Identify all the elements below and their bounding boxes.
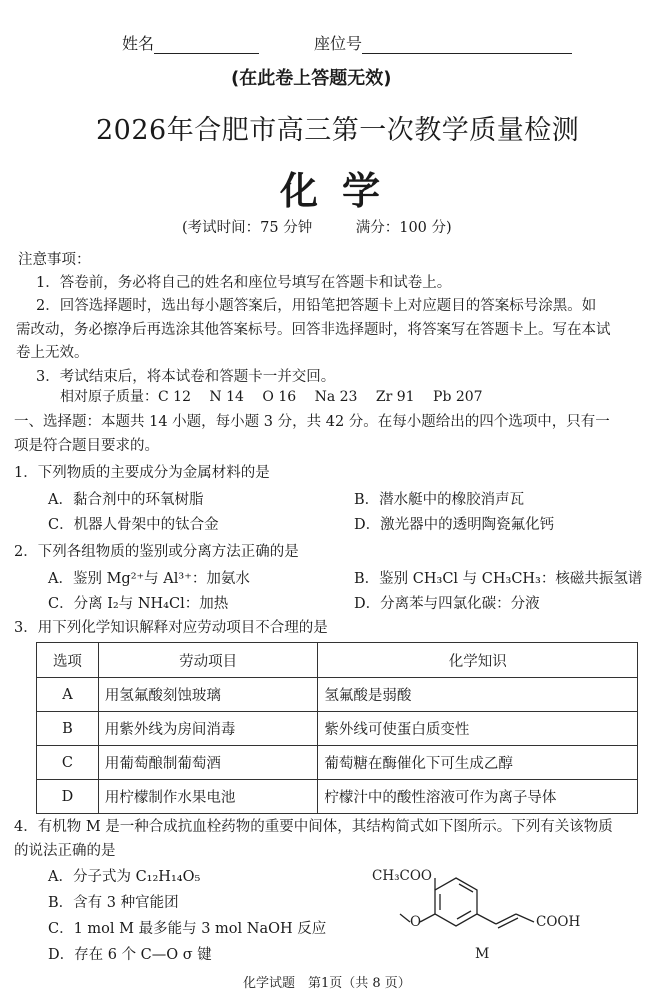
table-cell: 氢氟酸是弱酸 — [318, 678, 638, 712]
table-cell: 用柠檬制作水果电池 — [98, 780, 318, 814]
q2-option-c: C．分离 I₂与 NH₄Cl：加热 — [48, 596, 229, 612]
q1-stem: 1．下列物质的主要成分为金属材料的是 — [14, 465, 270, 481]
q4-option-a: A．分子式为 C₁₂H₁₄O₅ — [48, 869, 201, 885]
section1-line1: 一、选择题：本题共 14 小题，每小题 3 分，共 42 分。在每小题给出的四个选项中，只有一 — [14, 414, 610, 430]
exam-info: (考试时间：75 分钟 满分：100 分) — [182, 220, 452, 236]
subject-title: 化学 — [280, 169, 405, 213]
table-cell: B — [37, 712, 99, 746]
q4-option-d: D．存在 6 个 C—O σ 键 — [48, 947, 212, 963]
q1-option-c: C．机器人骨架中的钛合金 — [48, 517, 219, 533]
q3-stem: 3．用下列化学知识解释对应劳动项目不合理的是 — [14, 620, 328, 636]
q2-option-b: B．鉴别 CH₃Cl 与 CH₃CH₃：核磁共振氢谱 — [354, 571, 643, 587]
name-blank — [154, 37, 259, 54]
table-header-cell: 选项 — [37, 643, 99, 678]
table-cell: 用葡萄酿制葡萄酒 — [98, 746, 318, 780]
q3-table — [36, 642, 638, 814]
seat-field — [314, 34, 572, 54]
table-header-cell: 劳动项目 — [98, 643, 318, 678]
table-cell: A — [37, 678, 99, 712]
table-cell: 用氢氟酸刻蚀玻璃 — [98, 678, 318, 712]
q4-stem-line2: 的说法正确的是 — [14, 843, 116, 859]
q1-option-d: D．激光器中的透明陶瓷氟化钙 — [354, 517, 555, 533]
q1-option-a: A．黏合剂中的环氧树脂 — [48, 492, 204, 508]
table-cell: 柠檬汁中的酸性溶液可作为离子导体 — [318, 780, 638, 814]
atomic-masses: 相对原子质量：C 12 N 14 O 16 Na 23 Zr 91 Pb 207 — [60, 389, 483, 405]
q4-stem-line1: 4．有机物 M 是一种合成抗血栓药物的重要中间体，其结构简式如下图所示。下列有关该物质 — [14, 819, 613, 835]
table-row — [37, 712, 638, 746]
seat-label: 座位号 — [314, 34, 363, 53]
note-item-2-line2: 需改动，务必擦净后再选涂其他答案标号。回答非选择题时，将答案写在答题卡上。写在本试 — [16, 322, 611, 338]
note-item-3: 3．考试结束后，将本试卷和答题卡一并交回。 — [36, 369, 336, 385]
notes-heading: 注意事项： — [18, 252, 91, 268]
table-cell: D — [37, 780, 99, 814]
q2-stem: 2．下列各组物质的鉴别或分离方法正确的是 — [14, 544, 299, 560]
page-footer: 化学试题 第1页（共 8 页） — [243, 976, 411, 991]
name-label: 姓名 — [122, 34, 155, 53]
table-row — [37, 678, 638, 712]
table-cell: 用紫外线为房间消毒 — [98, 712, 318, 746]
table-row — [37, 746, 638, 780]
table-header-row — [37, 643, 638, 678]
benzene-ring — [435, 878, 477, 926]
acetoxy-label: CH₃COO — [372, 868, 432, 884]
q2-option-a: A．鉴别 Mg²⁺与 Al³⁺：加氨水 — [48, 571, 250, 587]
note-item-1: 1．答卷前，务必将自己的姓名和座位号填写在答题卡和试卷上。 — [36, 275, 452, 291]
table-header-cell: 化学知识 — [318, 643, 638, 678]
ether-o-label: O — [410, 914, 422, 930]
acid-label: COOH — [536, 914, 581, 930]
invalid-note: (在此卷上答题无效) — [231, 68, 392, 89]
q4-option-c: C．1 mol M 最多能与 3 mol NaOH 反应 — [48, 921, 327, 937]
section1-line2: 项是符合题目要求的。 — [14, 438, 159, 454]
name-field — [122, 34, 259, 54]
seat-blank — [362, 37, 572, 54]
note-item-2-line1: 2．回答选择题时，选出每小题答案后，用铅笔把答题卡上对应题目的答案标号涂黑。如 — [36, 298, 597, 314]
q1-option-b: B．潜水艇中的橡胶消声瓦 — [354, 492, 525, 508]
table-cell: C — [37, 746, 99, 780]
q4-option-b: B．含有 3 种官能团 — [48, 895, 179, 911]
q2-option-d: D．分离苯与四氯化碳：分液 — [354, 596, 540, 612]
table-row — [37, 780, 638, 814]
molecule-label: M — [475, 946, 490, 962]
exam-title: 2026年合肥市高三第一次教学质量检测 — [96, 115, 580, 146]
table-cell: 紫外线可使蛋白质变性 — [318, 712, 638, 746]
note-item-2-line3: 卷上无效。 — [16, 345, 89, 361]
table-cell: 葡萄糖在酶催化下可生成乙醇 — [318, 746, 638, 780]
molecule-m-structure — [370, 862, 610, 964]
